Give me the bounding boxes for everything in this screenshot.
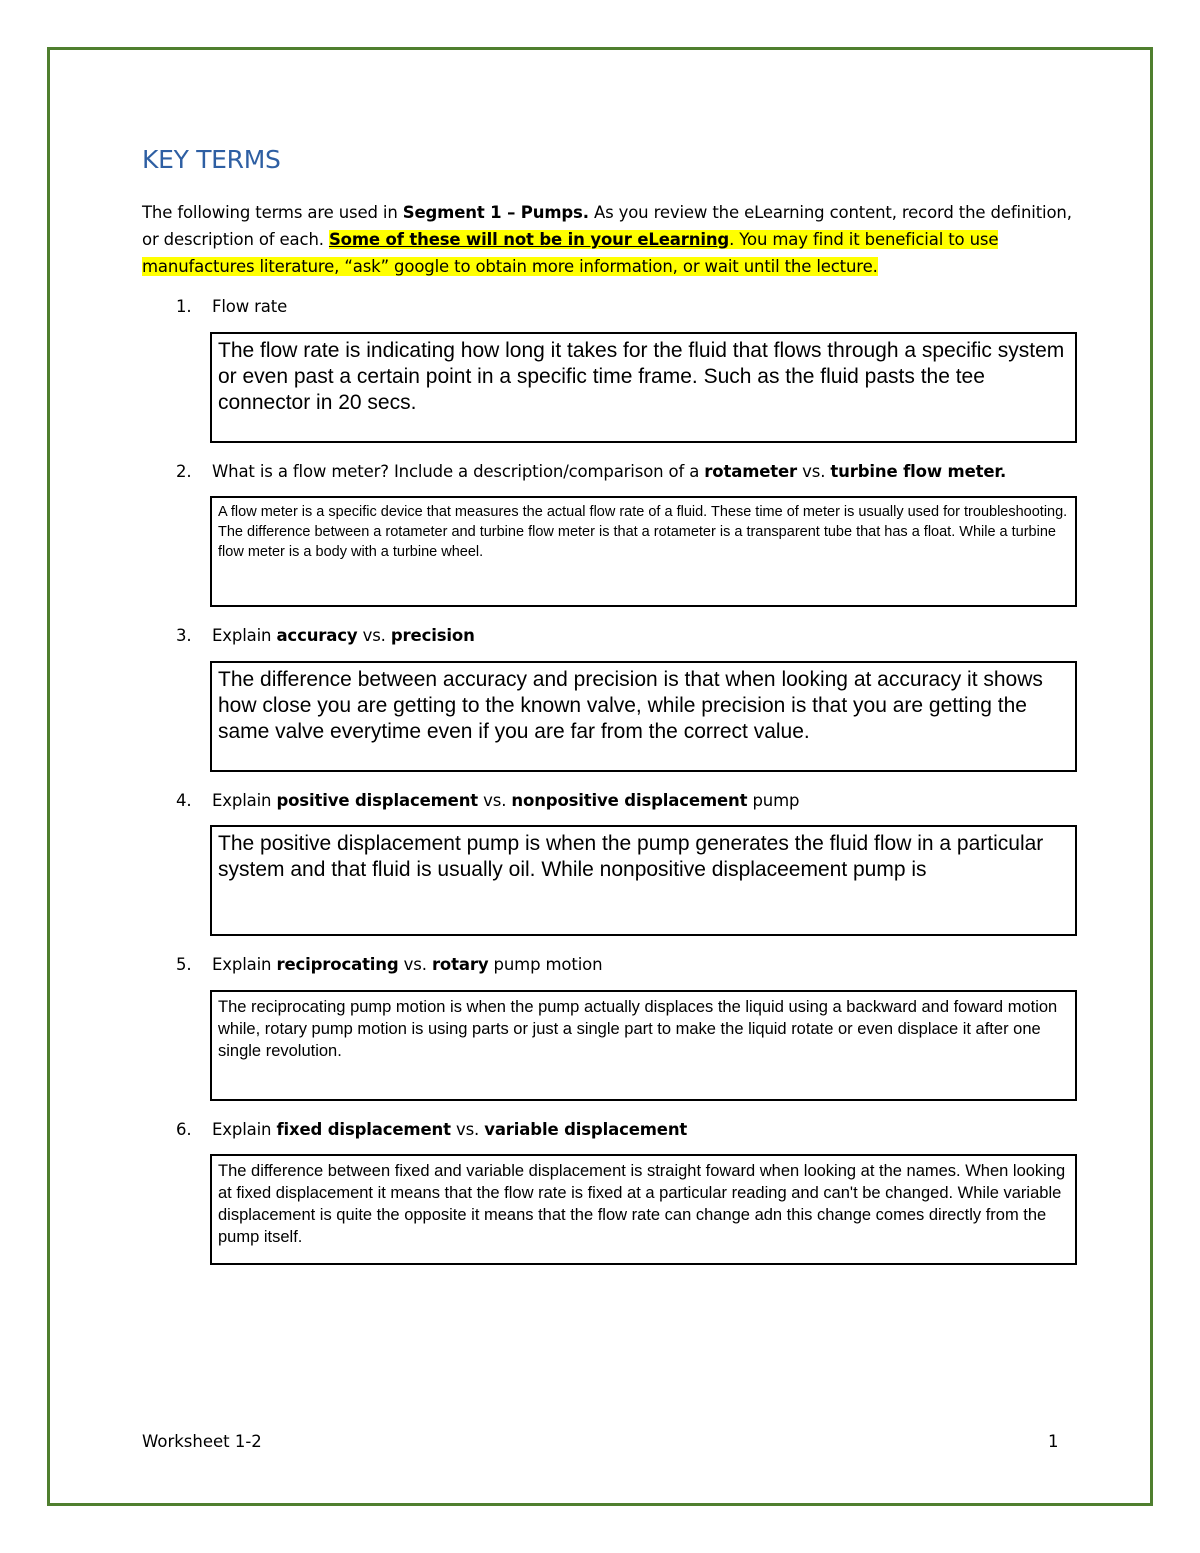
question-part: pump motion [488,955,603,974]
question-term: rotary [431,955,489,974]
question-part: Explain [212,791,277,810]
question-text [212,955,602,974]
intro-highlight-rest: . You may find it beneficial to use manufactures literature, “ask” google to obtain more information, or wait until the lecture. [142,230,999,276]
question-term: precision [390,626,475,645]
answer-box-6[interactable]: The difference between fixed and variable displacement is straight foward when looking at the names. When looking at fixed displacement it means that the flow rate is fixed at a particular reading and can't be changed. While variable displacement is quite the opposite it means that the flow rate can change adn this change comes directly from the pump itself. [210,1154,1077,1265]
question-number: 1. [176,297,192,316]
question-term: turbine flow meter. [830,462,1007,481]
question-text [212,791,799,810]
intro-text-1: The following terms are used in [142,203,403,222]
question-text [212,297,287,316]
question-text [212,626,475,645]
question-term: accuracy [276,626,358,645]
answer-box-5[interactable]: The reciprocating pump motion is when the pump actually displaces the liquid using a backward and foward motion while, rotary pump motion is using parts or just a single part to make the liquid rotate or even displace it after one single revolution. [210,990,1077,1101]
question-number: 4. [176,791,192,810]
question-part: vs. [357,626,391,645]
intro-highlight-underlined: Some of these will not be in your eLearning [328,230,730,249]
question-text [212,462,1006,481]
intro-text-2: As you review the eLearning content, record the definition, or description of each. [142,203,1072,249]
question-term: rotameter [704,462,798,481]
question-term: positive displacement [276,791,479,810]
intro-segment-name: Segment 1 – Pumps. [402,203,589,222]
answer-box-2[interactable]: A flow meter is a specific device that measures the actual flow rate of a fluid. These time of meter is usually used for troubleshooting. The difference between a rotameter and turbine flow meter is that a rotameter is a transparent tube that has a float. While a turbine flow meter is a body with a turbine wheel. [210,496,1077,607]
answer-box-1[interactable]: The flow rate is indicating how long it takes for the fluid that flows through a specific system or even past a certain point in a specific time frame. Such as the fluid pasts the tee connector in 20 secs. [210,332,1077,443]
question-part: vs. [450,1120,485,1139]
answer-box-4[interactable]: The positive displacement pump is when the pump generates the fluid flow in a particular system and that fluid is usually oil. While nonpositive displaceement pump is [210,825,1077,936]
question-part: Explain [212,955,277,974]
question-part: Flow rate [212,297,288,316]
question-term: fixed displacement [276,1120,451,1139]
footer-page-number: 1 [1048,1432,1059,1451]
question-part: vs. [478,791,512,810]
question-part: What is a flow meter? Include a description/comparison of a [212,462,705,481]
footer-worksheet-label: Worksheet 1-2 [142,1432,262,1451]
question-part: pump [747,791,800,810]
question-text [212,1120,687,1139]
question-part: Explain [212,1120,277,1139]
question-term: variable displacement [484,1120,688,1139]
question-term: reciprocating [276,955,399,974]
question-part: vs. [797,462,831,481]
page-heading: KEY TERMS [142,145,281,174]
question-part: Explain [212,626,277,645]
question-number: 2. [176,462,192,481]
question-number: 3. [176,626,192,645]
question-number: 5. [176,955,192,974]
question-part: vs. [398,955,432,974]
question-number: 6. [176,1120,192,1139]
intro-paragraph [142,199,1072,280]
answer-box-3[interactable]: The difference between accuracy and precision is that when looking at accuracy it shows how close you are getting to the known valve, while precision is that you are getting the same valve everytime even if you are far from the correct value. [210,661,1077,772]
question-term: nonpositive displacement [511,791,748,810]
